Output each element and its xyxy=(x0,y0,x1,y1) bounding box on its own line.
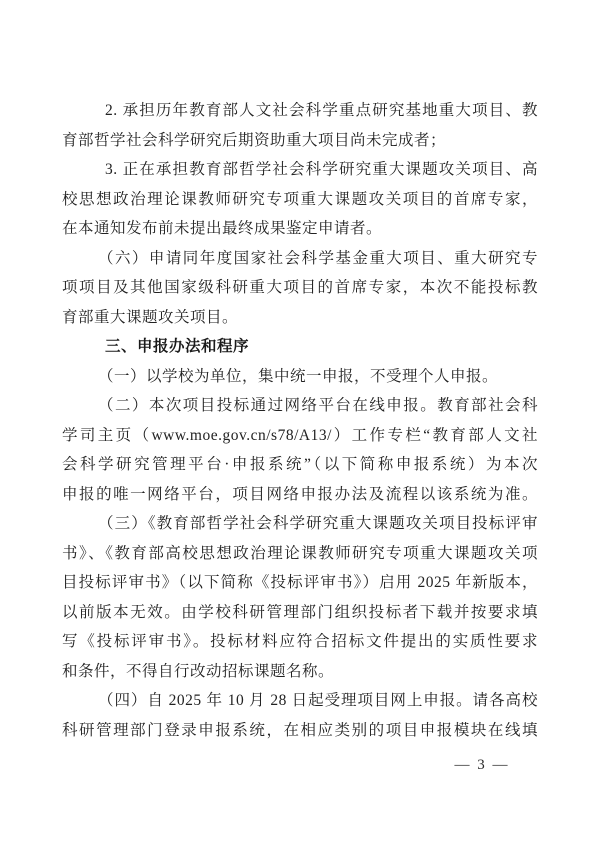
text-line: 2. 承担历年教育部人文社会科学重点研究基地重大项目、教 xyxy=(105,102,538,119)
text-line: （三）《教育部哲学社会科学研究重大课题攻关项目投标评审 xyxy=(98,515,538,532)
text-line: 育部重大课题攻关项目。 xyxy=(62,308,239,326)
text-line: （六）申请同年度国家社会科学基金重大项目、重大研究专 xyxy=(98,249,538,267)
section-heading: 三、申报办法和程序 xyxy=(105,337,250,355)
text-line: 目投标评审书》（以下简称《投标评审书》）启用 2025 年新版本， xyxy=(62,574,538,591)
text-line: （二）本次项目投标通过网络平台在线申报。教育部社会科 xyxy=(98,397,538,414)
text-line: 书》、《教育部高校思想政治理论课教师研究专项重大课题攻关项 xyxy=(62,544,538,562)
text-line: 写《投标评审书》。投标材料应符合招标文件提出的实质性要求 xyxy=(62,633,538,650)
text-line: 以前版本无效。由学校科研管理部门组织投标者下载并按要求填 xyxy=(62,603,538,621)
text-line: 在本通知发布前未提出最终成果鉴定申请者。 xyxy=(62,220,383,237)
page-number: — 3 — xyxy=(454,757,510,773)
text-line: 3. 正在承担教育部哲学社会科学研究重大课题攻关项目、高 xyxy=(105,161,538,178)
text-line: 校思想政治理论课教师研究专项重大课题攻关项目的首席专家， xyxy=(62,190,538,208)
text-line: 科研管理部门登录申报系统，在相应类别的项目申报模块在线填 xyxy=(62,721,538,739)
text-line: 申报的唯一网络平台，项目网络申报办法及流程以该系统为准。 xyxy=(62,485,538,503)
text-line: （四）自 2025 年 10 月 28 日起受理项目网上申报。请各高校 xyxy=(98,692,538,709)
text-line: 学司主页（www.moe.gov.cn/s78/A13/）工作专栏“教育部人文社 xyxy=(62,426,538,444)
document-body xyxy=(62,96,538,745)
text-line: 育部哲学社会科学研究后期资助重大项目尚未完成者； xyxy=(62,131,447,149)
text-line: 和条件，不得自行改动招标课题名称。 xyxy=(62,662,335,680)
text-line: （一）以学校为单位，集中统一申报，不受理个人申报。 xyxy=(98,367,499,385)
text-line: 会科学研究管理平台·申报系统”（以下简称申报系统）为本次 xyxy=(62,456,538,473)
text-line: 项项目及其他国家级科研重大项目的首席专家，本次不能投标教 xyxy=(62,279,538,296)
